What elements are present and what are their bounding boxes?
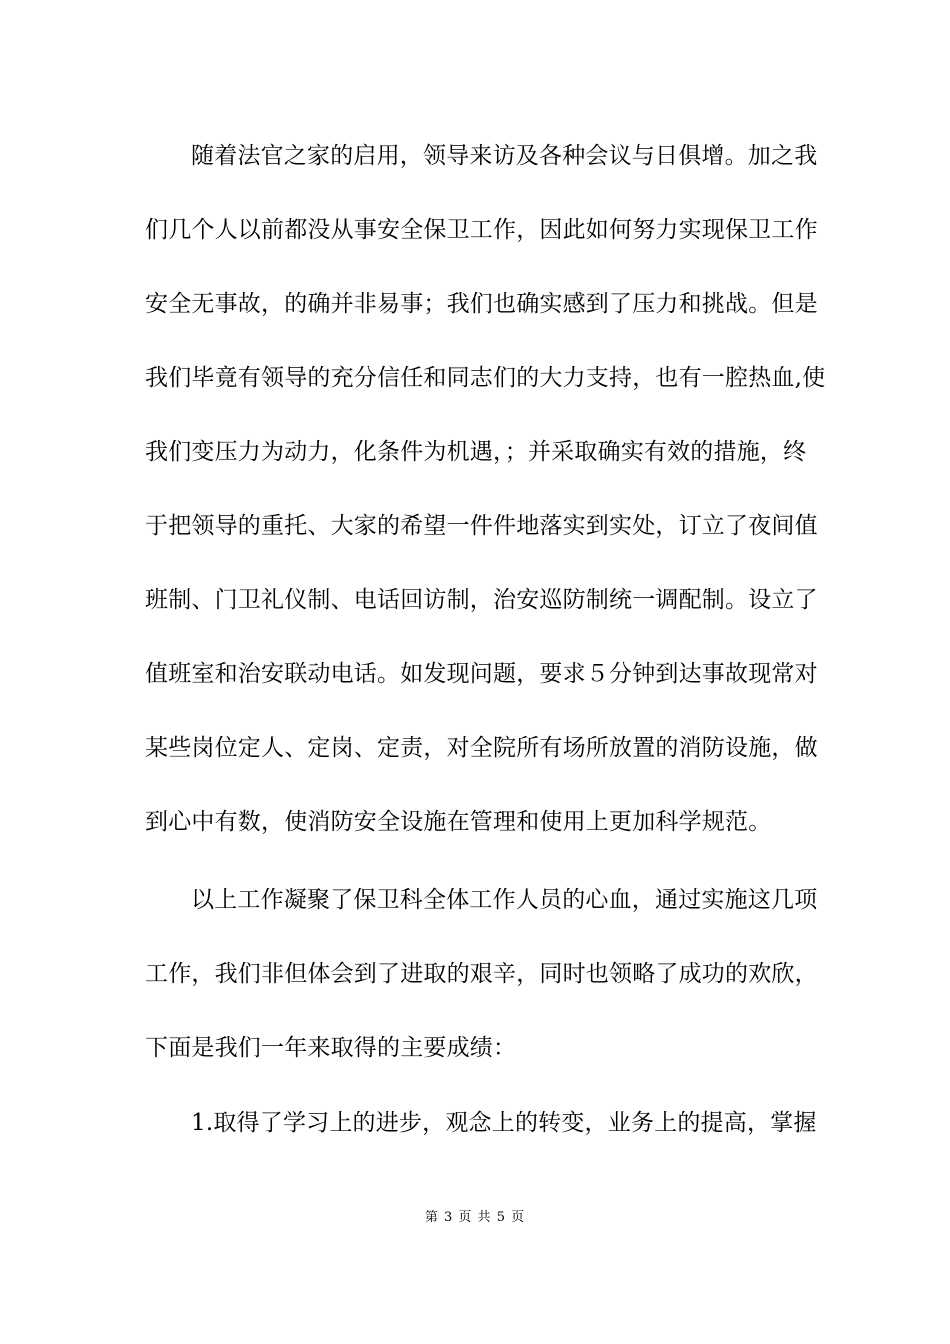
paragraph-1-line-8: 值班室和治安联动电话。如发现问题，要求５分钟到达事故现常对 bbox=[145, 661, 818, 687]
paragraph-1-line-7: 班制、门卫礼仪制、电话回访制，治安巡防制统一调配制。设立了 bbox=[145, 587, 818, 613]
paragraph-1-line-10: 到心中有数，使消防安全设施在管理和使用上更加科学规范。 bbox=[145, 809, 772, 835]
paragraph-2-line-3: 下面是我们一年来取得的主要成绩： bbox=[145, 1035, 517, 1061]
paragraph-2-line-2: 工作，我们非但体会到了进取的艰辛，同时也领略了成功的欢欣， bbox=[145, 961, 818, 987]
paragraph-1-line-3: 安全无事故，的确并非易事；我们也确实感到了压力和挑战。但是 bbox=[145, 291, 818, 317]
list-item-1-line-1: 1.取得了学习上的进步，观念上的转变，业务上的提高，掌握 bbox=[191, 1110, 817, 1136]
paragraph-1-line-1: 随着法官之家的启用，领导来访及各种会议与日俱增。加之我 bbox=[191, 143, 818, 169]
paragraph-1-line-9: 某些岗位定人、定岗、定责，对全院所有场所放置的消防设施，做 bbox=[145, 735, 818, 761]
paragraph-1-line-6: 于把领导的重托、大家的希望一件件地落实到实处，订立了夜间值 bbox=[145, 513, 818, 539]
paragraph-2-line-1: 以上工作凝聚了保卫科全体工作人员的心血，通过实施这几项 bbox=[191, 887, 818, 913]
paragraph-1-line-4: 我们毕竟有领导的充分信任和同志们的大力支持，也有一腔热血,使 bbox=[145, 365, 826, 391]
paragraph-1-line-2: 们几个人以前都没从事安全保卫工作，因此如何努力实现保卫工作 bbox=[145, 217, 818, 243]
page-number-footer: 第 3 页 共 5 页 bbox=[424, 1210, 526, 1225]
paragraph-1-line-5: 我们变压力为动力，化条件为机遇，；并采取确实有效的措施，终 bbox=[145, 439, 807, 465]
